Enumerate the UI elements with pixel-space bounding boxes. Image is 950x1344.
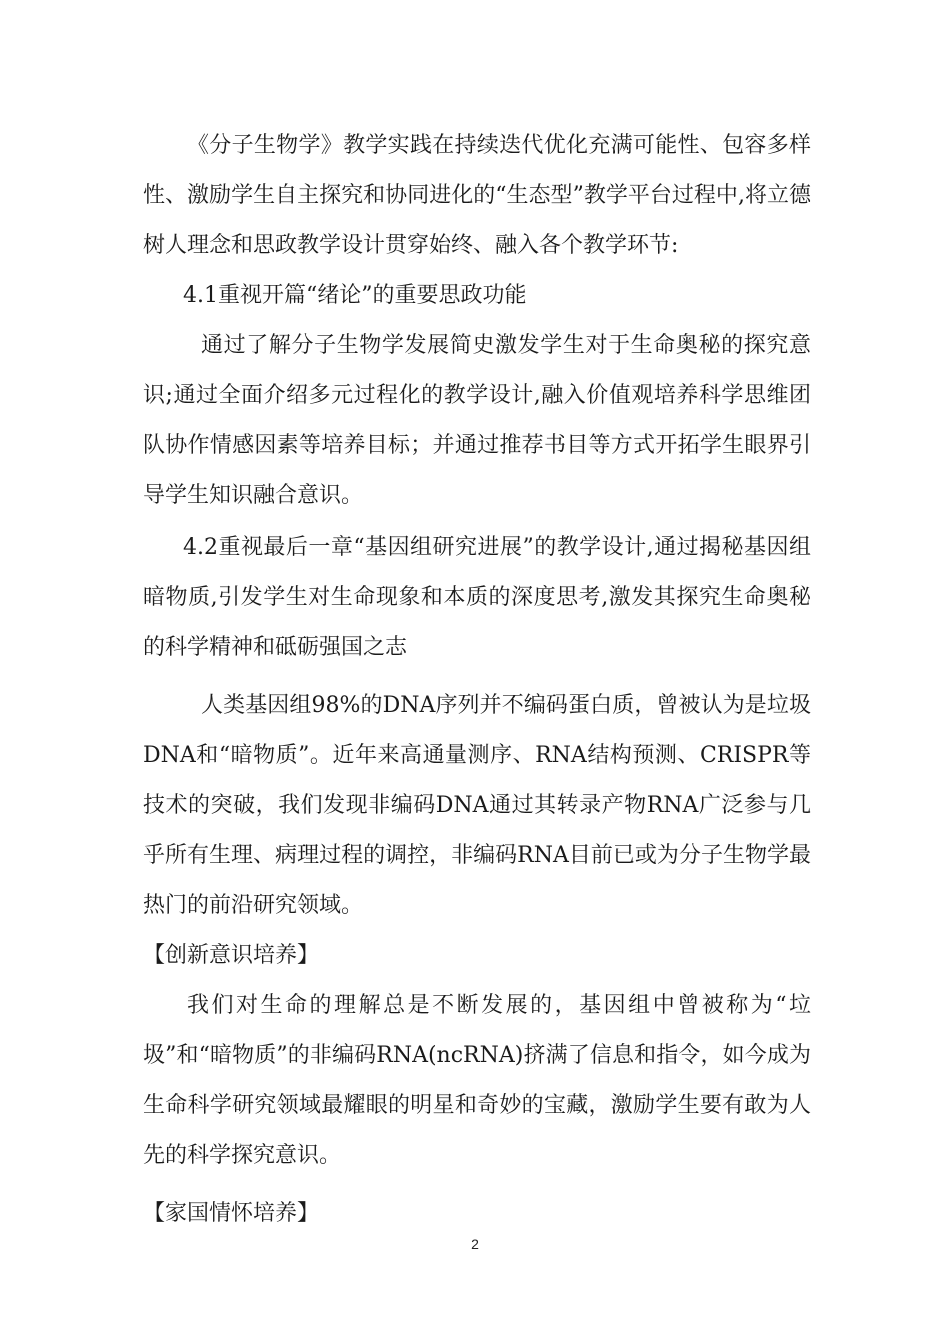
paragraph-intro-chapter: 通过了解分子生物学发展简史激发学生对于生命奥秘的探究意识;通过全面介绍多元过程化的教学设计,融入价值观培养科学思维团队协作情感因素等培养目标；并通过推荐书目等方式开拓学生眼界引导学生知识融合意识。 [143, 333, 811, 508]
document-body [143, 121, 811, 1239]
paragraph-innovation: 我们对生命的理解总是不断发展的，基因组中曾被称为“垃圾”和“暗物质”的非编码RNA(ncRNA)挤满了信息和指令，如今成为生命科学研究领域最耀眼的明星和奇妙的宝藏，激励学生要有敢为人先的科学探究意识。 [143, 993, 811, 1168]
section-heading-4-2: 4.2重视最后一章“基因组研究进展”的教学设计,通过揭秘基因组暗物质,引发学生对生命现象和本质的深度思考,激发其探究生命奥秘的科学精神和砥砺强国之志 [143, 535, 811, 660]
heading-patriotism: 【家国情怀培养】 [143, 1201, 320, 1226]
intro-paragraph: 《分子生物学》教学实践在持续迭代优化充满可能性、包容多样性、激励学生自主探究和协同进化的“生态型”教学平台过程中,将立德树人理念和思政教学设计贯穿始终、融入各个教学环节: [143, 133, 811, 258]
heading-innovation-awareness: 【创新意识培养】 [143, 943, 320, 968]
page-number: 2 [471, 1236, 479, 1252]
paragraph-genome-dark-matter: 人类基因组98%的DNA序列并不编码蛋白质，曾被认为是垃圾DNA和“暗物质”。近年来高通量测序、RNA结构预测、CRISPR等技术的突破，我们发现非编码DNA通过其转录产物RNA广泛参与几乎所有生理、病理过程的调控，非编码RNA目前已或为分子生物学最热门的前沿研究领域。 [143, 693, 811, 918]
section-heading-4-1: 4.1重视开篇“绪论”的重要思政功能 [183, 283, 527, 308]
